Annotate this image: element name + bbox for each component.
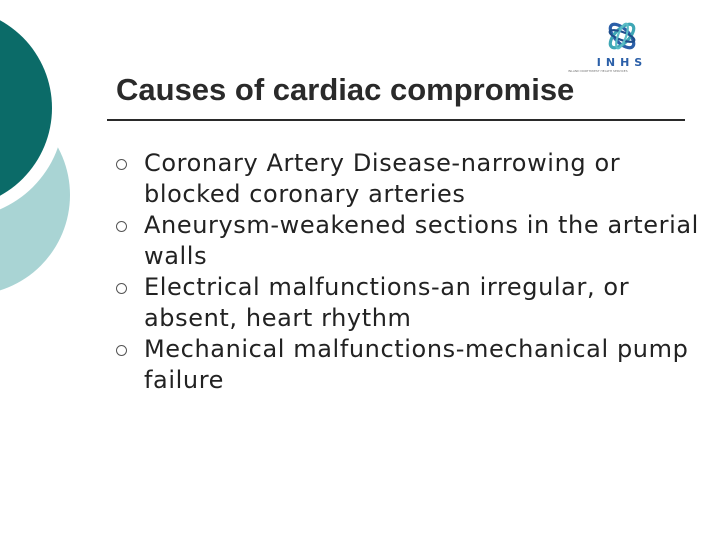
logo-wordmark: INHS bbox=[596, 56, 648, 69]
bullet-item bbox=[110, 148, 710, 210]
bullet-item bbox=[110, 272, 710, 334]
slide-title: Causes of cardiac compromise bbox=[116, 72, 575, 107]
teal-circle-decoration bbox=[0, 0, 80, 300]
logo-knot-icon bbox=[566, 14, 678, 58]
bullet-text: Mechanical malfunctions-mechanical pump failure bbox=[144, 335, 689, 394]
bullet-text: Coronary Artery Disease-narrowing or blocked coronary arteries bbox=[144, 149, 621, 208]
hollow-circle-bullet-icon bbox=[116, 345, 127, 356]
bullet-item bbox=[110, 334, 710, 396]
hollow-circle-bullet-icon bbox=[116, 283, 127, 294]
bullet-list bbox=[110, 148, 710, 396]
inhs-logo bbox=[566, 14, 678, 76]
hollow-circle-bullet-icon bbox=[116, 159, 127, 170]
title-underline bbox=[107, 119, 685, 121]
bullet-text: Aneurysm-weakened sections in the arterial walls bbox=[144, 211, 699, 270]
hollow-circle-bullet-icon bbox=[116, 221, 127, 232]
bullet-text: Electrical malfunctions-an irregular, or absent, heart rhythm bbox=[144, 273, 630, 332]
bullet-item bbox=[110, 210, 710, 272]
logo-tagline: INLAND NORTHWEST HEALTH SERVICES bbox=[568, 69, 628, 73]
